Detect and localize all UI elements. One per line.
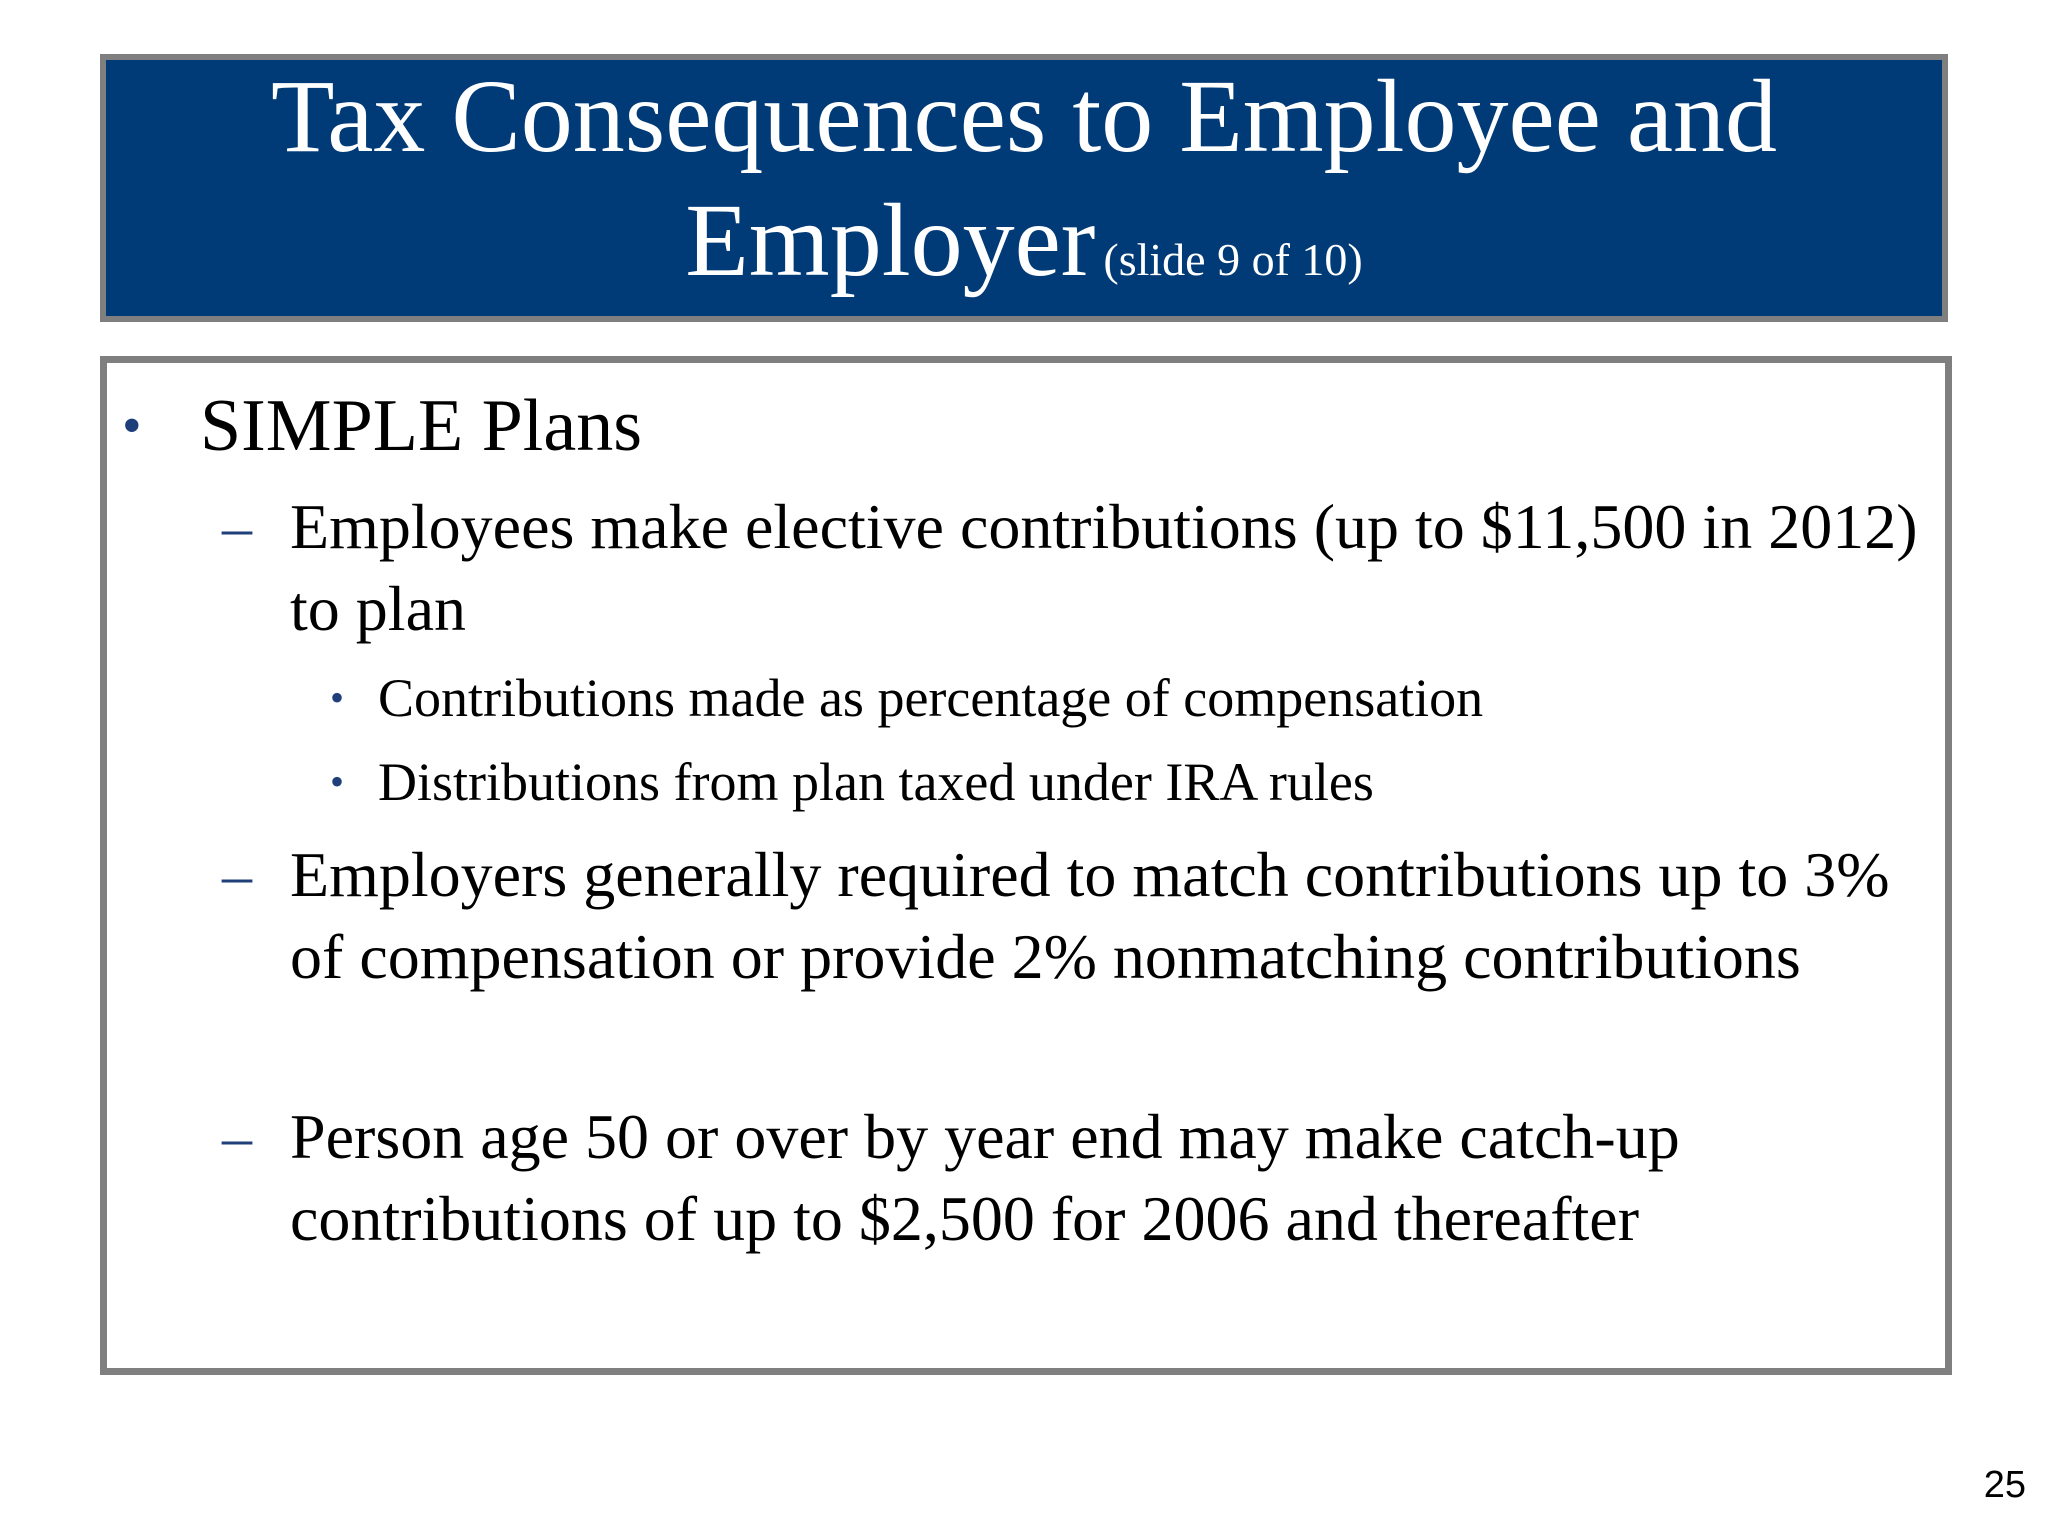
dash-icon: – [222,842,252,908]
bullet-icon: • [330,675,345,720]
page-number: 25 [1983,1464,2026,1506]
subitem-distributions-ira-rules: Distributions from plan taxed under IRA rules [378,752,1374,812]
slide-title-line-1: Tax Consequences to Employee and [270,58,1778,174]
dash-icon: – [222,494,252,560]
bullet-icon: • [330,759,345,804]
dash-icon: – [222,1104,252,1170]
item-catch-up-contributions: Person age 50 or over by year end may make catch-up contributions of up to $2,500 for 2006 and thereafter [290,1101,1680,1254]
heading-simple-plans: SIMPLE Plans [200,385,643,467]
bullet-icon: • [122,395,142,457]
item-employer-match: Employers generally required to match contributions up to 3% of compensation or provide 2% nonmatching contributions [290,839,1890,992]
slide-subtitle: (slide 9 of 10) [1103,233,1363,285]
subitem-percentage-of-compensation: Contributions made as percentage of compensation [378,668,1484,728]
slide-title-employer: Employer [685,182,1096,298]
item-employee-contributions: Employees make elective contributions (up to $11,500 in 2012) to plan [290,491,1918,644]
slide-title-line-2 [106,179,1942,322]
slide-title-box [100,54,1948,322]
